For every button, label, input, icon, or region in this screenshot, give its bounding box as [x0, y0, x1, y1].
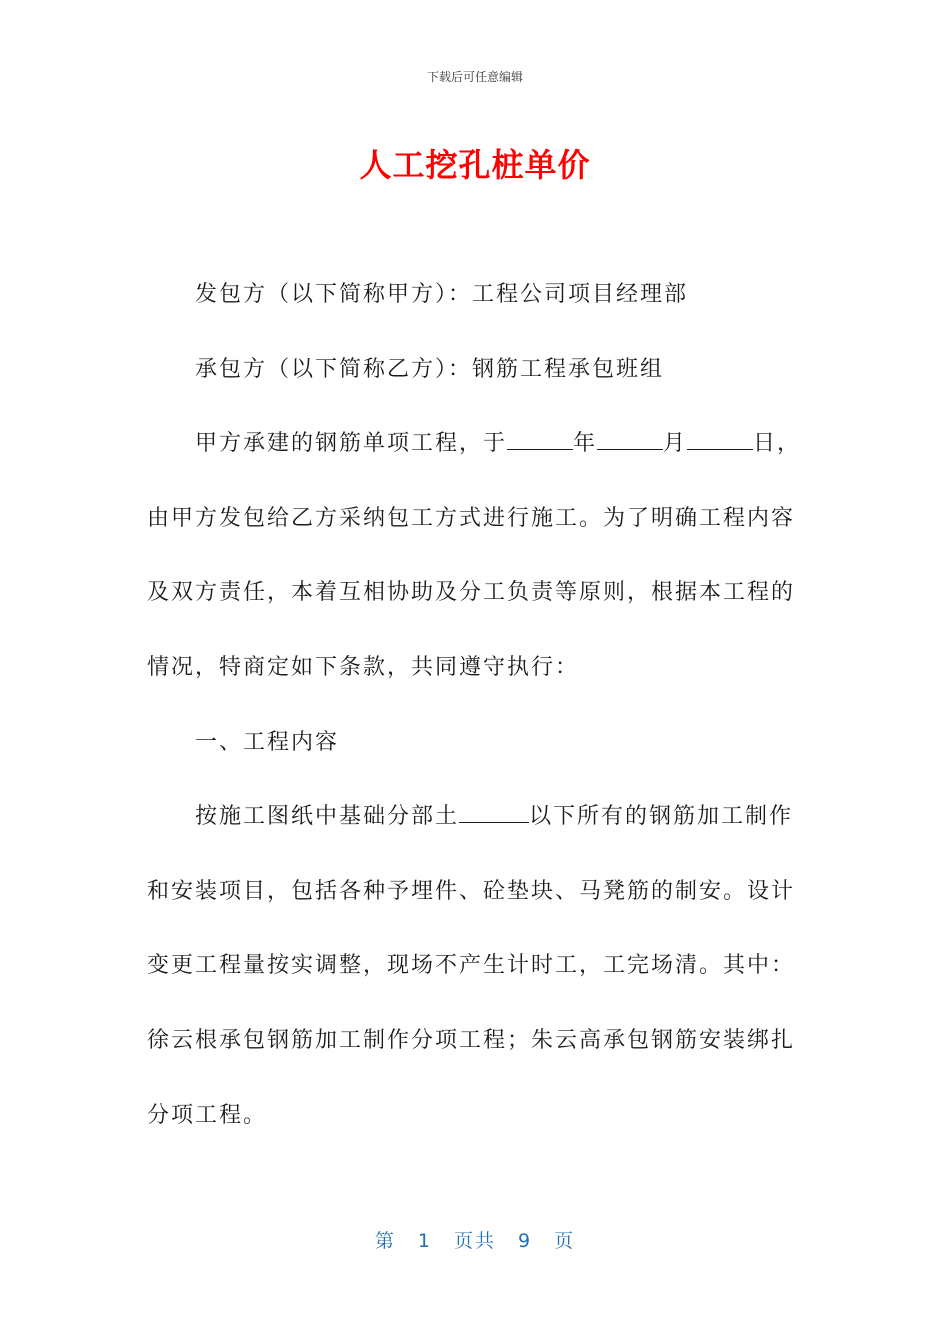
- agreement-text-rest: 日，由甲方发包给乙方采纳包工方式进行施工。为了明确工程内容及双方责任，本着互相协助及分工负责等原则，根据本工程的情况，特商定如下条款，共同遵守执行：: [147, 431, 802, 680]
- month-label: 月: [663, 431, 688, 457]
- header-note: 下载后可任意编辑: [426, 70, 523, 84]
- year-label: 年: [573, 431, 598, 457]
- elevation-blank: [459, 802, 529, 823]
- document-body: [147, 258, 807, 1153]
- document-title: 人工挖孔桩单价: [359, 146, 591, 184]
- section-heading-scope: 一、工程内容: [195, 729, 340, 755]
- day-blank: [687, 429, 753, 450]
- page-footer: 第 1 页共 9 页: [374, 1230, 576, 1252]
- scope-text-rest: 以下所有的钢筋加工制作和安装项目，包括各种予埋件、砼垫块、马凳筋的制安。设计变更工程量按实调整，现场不产生计时工，工完场清。其中：徐云根承包钢筋加工制作分项工程；朱云高承包钢筋安装绑扎分项工程。: [147, 804, 796, 1128]
- scope-text-start: 按施工图纸中基础分部土: [195, 804, 460, 830]
- year-blank: [507, 429, 573, 450]
- paragraph-agreement: [147, 407, 807, 705]
- agreement-text-start: 甲方承建的钢筋单项工程，于: [195, 431, 508, 457]
- paragraph-subcontractor: 承包方（以下简称乙方）：钢筋工程承包班组: [195, 356, 665, 382]
- paragraph-contractor: 发包方（以下简称甲方）：工程公司项目经理部: [195, 282, 689, 307]
- month-blank: [597, 429, 663, 450]
- paragraph-scope: [147, 780, 807, 1153]
